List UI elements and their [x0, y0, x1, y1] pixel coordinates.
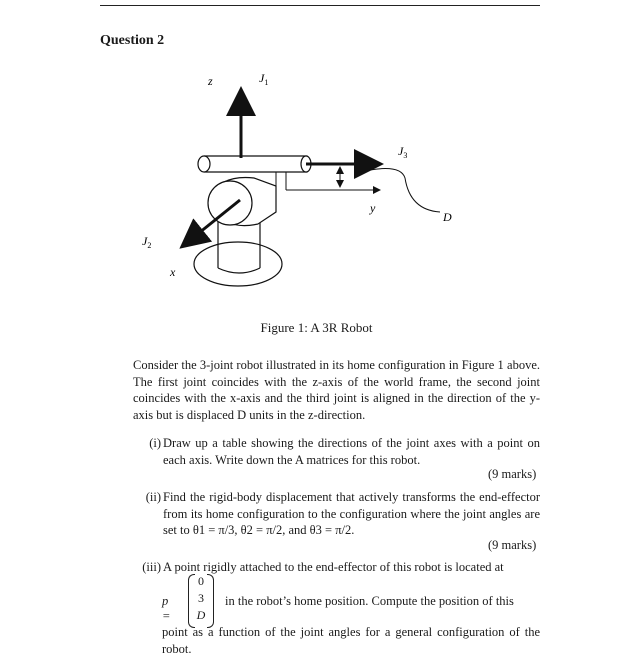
item-iii-text-end: point as a function of the joint angles for a general configuration of the robot. [162, 625, 540, 656]
vector-entry-x: 0 [198, 574, 204, 588]
item-text: Draw up a table showing the directions of the joint axes with a point on each axis. Write down the A matrices for this robot. [163, 436, 540, 467]
item-i-marks: (9 marks) [488, 467, 537, 481]
j1-label: $J_1$ [259, 71, 269, 87]
j3-label: $J_3$ [398, 144, 408, 160]
item-number: (ii) [145, 490, 161, 504]
d-label: D [443, 210, 452, 224]
base-ellipse [194, 242, 282, 286]
question-item-ii [133, 489, 540, 539]
question-title: Question 2 [100, 33, 165, 48]
upper-cylinder [198, 156, 311, 172]
intro-paragraph: Consider the 3-joint robot illustrated in its home configuration in Figure 1 above. The first joint coincides with the z-axis of the world frame, the second joint coincides with the x-axis and the third joint is aligned in the direction of the y-axis but is displaced D units in the z-direction. [133, 358, 540, 422]
vector-entry-z: D [196, 608, 206, 622]
x-label: x [170, 265, 176, 279]
item-number: (iii) [142, 560, 161, 574]
figure-caption: Figure 1: A 3R Robot [260, 320, 373, 335]
item-ii-marks: (9 marks) [488, 538, 537, 552]
vector-matrix [192, 574, 210, 626]
y-label: y [370, 201, 376, 215]
vector-text: in the robot’s home position. Compute the position of this [225, 594, 514, 608]
j2-label: $J_2$ [142, 234, 152, 250]
z-label: z [208, 74, 213, 88]
item-text: A point rigidly attached to the end-effector of this robot is located at [163, 560, 504, 574]
vector-entry-y: 3 [198, 591, 204, 605]
item-number: (i) [149, 436, 161, 450]
vector-label: p⃗ = [162, 594, 178, 623]
question-item-i [133, 435, 540, 468]
item-text: Find the rigid-body displacement that actively transforms the end-effector from its home configuration to the configuration where the joint angles are set to θ1 = π/3, θ2 = π/2, and θ3 = π/2. [163, 490, 540, 537]
